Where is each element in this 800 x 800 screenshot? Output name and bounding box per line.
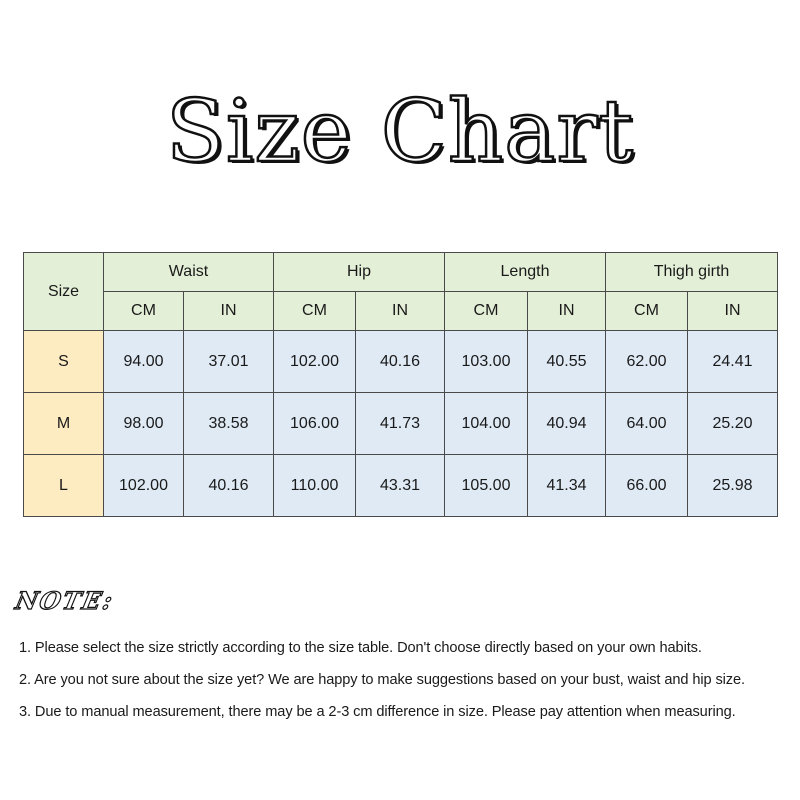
notes-list	[19, 632, 794, 728]
table-header-row	[24, 253, 778, 292]
page-title: Size Chart	[165, 82, 635, 182]
note-item: 2. Are you not sure about the size yet? We are happy to make suggestions based on your bust, waist and hip size.	[19, 672, 745, 688]
table-cell: 41.73	[356, 393, 445, 455]
table-cell: 41.34	[528, 455, 606, 517]
table-cell: 103.00	[445, 331, 528, 393]
table-row	[24, 393, 778, 455]
table-cell: 102.00	[274, 331, 356, 393]
unit-header: CM	[104, 292, 184, 331]
table-cell: 25.98	[688, 455, 778, 517]
group-header-hip: Hip	[274, 253, 445, 292]
table-cell: 40.16	[184, 455, 274, 517]
size-label: L	[24, 455, 104, 517]
unit-header: IN	[528, 292, 606, 331]
unit-header: IN	[688, 292, 778, 331]
group-header-length: Length	[445, 253, 606, 292]
table-cell: 38.58	[184, 393, 274, 455]
table-cell: 25.20	[688, 393, 778, 455]
size-column-header: Size	[24, 253, 104, 331]
table-cell: 62.00	[606, 331, 688, 393]
table-cell: 105.00	[445, 455, 528, 517]
table-cell: 106.00	[274, 393, 356, 455]
size-label: S	[24, 331, 104, 393]
size-table	[23, 252, 778, 517]
unit-header: IN	[356, 292, 445, 331]
table-cell: 104.00	[445, 393, 528, 455]
size-label: M	[24, 393, 104, 455]
table-cell: 110.00	[274, 455, 356, 517]
note-item: 3. Due to manual measurement, there may be a 2-3 cm difference in size. Please pay attention when measuring.	[19, 704, 736, 720]
table-cell: 40.94	[528, 393, 606, 455]
table-cell: 43.31	[356, 455, 445, 517]
table-cell: 64.00	[606, 393, 688, 455]
group-header-thigh-girth: Thigh girth	[606, 253, 778, 292]
table-unit-row	[24, 292, 778, 331]
table-row	[24, 331, 778, 393]
table-cell: 40.55	[528, 331, 606, 393]
table-row	[24, 455, 778, 517]
unit-header: CM	[445, 292, 528, 331]
table-cell: 98.00	[104, 393, 184, 455]
table-cell: 40.16	[356, 331, 445, 393]
unit-header: CM	[606, 292, 688, 331]
unit-header: CM	[274, 292, 356, 331]
note-heading: NOTE:	[12, 586, 117, 615]
table-cell: 37.01	[184, 331, 274, 393]
note-item: 1. Please select the size strictly according to the size table. Don't choose directly based on your own habits.	[19, 640, 702, 656]
group-header-waist: Waist	[104, 253, 274, 292]
table-cell: 66.00	[606, 455, 688, 517]
table-cell: 102.00	[104, 455, 184, 517]
table-cell: 94.00	[104, 331, 184, 393]
table-cell: 24.41	[688, 331, 778, 393]
unit-header: IN	[184, 292, 274, 331]
